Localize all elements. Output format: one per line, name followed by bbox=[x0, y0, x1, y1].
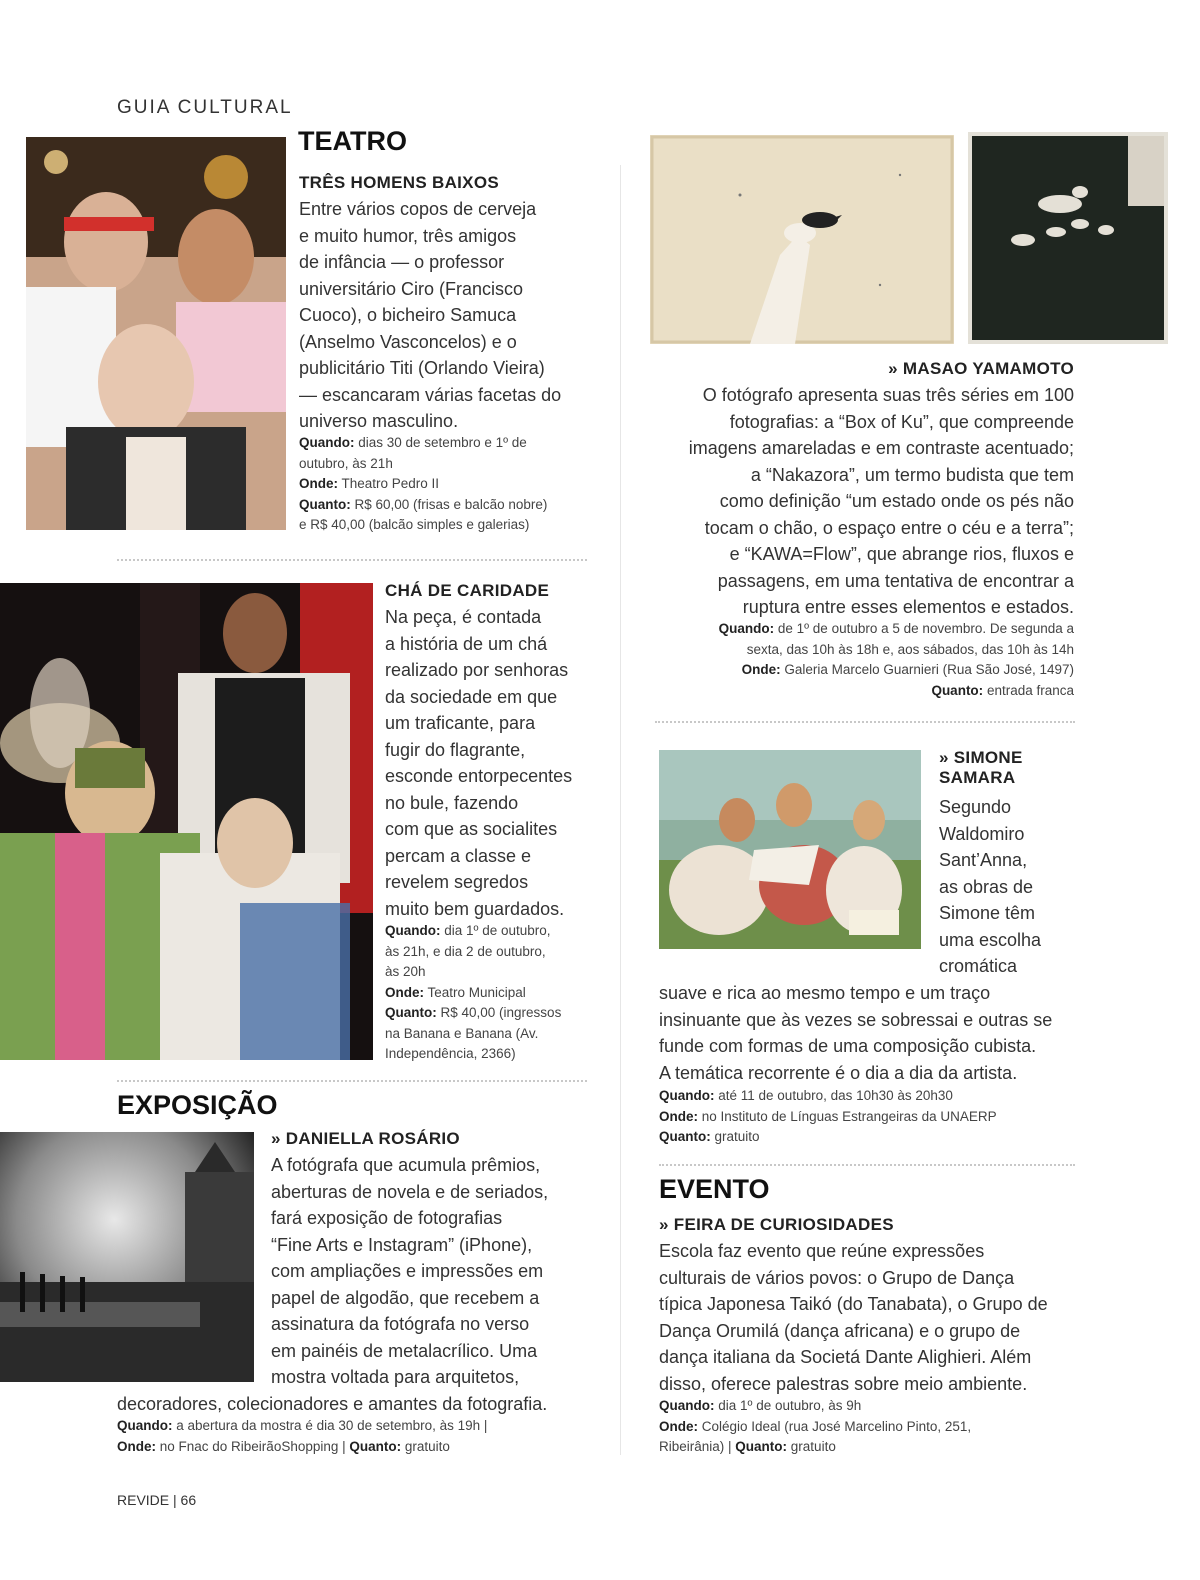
text-line: Entre vários copos de cerveja bbox=[299, 199, 537, 219]
section-title-exposicao: EXPOSIÇÃO bbox=[117, 1090, 278, 1120]
text-line: Na peça, é contada bbox=[385, 607, 542, 627]
column-divider bbox=[620, 165, 621, 1455]
where-label: Onde: bbox=[741, 662, 781, 677]
play-title-tres-homens-baixos: TRÊS HOMENS BAIXOS bbox=[299, 173, 499, 192]
when-label: Quando: bbox=[385, 923, 441, 938]
exhibit-info-masao-yamamoto bbox=[640, 619, 1074, 701]
when-value: dias 30 de setembro e 1º de bbox=[354, 435, 527, 450]
photo-tres-homens-baixos bbox=[26, 137, 286, 530]
text-line: culturais de vários povos: o Grupo de Dança bbox=[659, 1267, 1015, 1288]
where-value: Colégio Ideal (rua José Marcelino Pinto, 251, bbox=[698, 1418, 972, 1434]
title-line: SAMARA bbox=[939, 768, 1016, 787]
price-label: Quanto: bbox=[299, 496, 351, 512]
price-label: Quanto: bbox=[735, 1439, 788, 1454]
price-value: gratuito bbox=[787, 1439, 836, 1454]
event-description-feira-de-curiosidades bbox=[659, 1238, 1048, 1397]
text-line: uma escolha bbox=[939, 929, 1042, 950]
exhibit-description-daniella-rosario bbox=[271, 1152, 548, 1391]
exhibit-title-simone-samara bbox=[939, 748, 1023, 788]
photo-masao-yamamoto-dogs bbox=[968, 132, 1168, 344]
section-title-teatro: TEATRO bbox=[298, 126, 407, 156]
text-line: passagens, em uma tentativa de encontrar a bbox=[717, 570, 1074, 591]
text-line: Dança Orumilá (dança africana) e o grupo de bbox=[659, 1320, 1021, 1341]
text-line: a história de um chá bbox=[385, 633, 548, 654]
play-info-tres-homens-baixos bbox=[299, 433, 599, 536]
where-label: Onde: bbox=[299, 476, 338, 491]
exhibit-description-masao-yamamoto bbox=[640, 382, 1074, 621]
text-line: como definição “um estado onde os pés não bbox=[719, 491, 1074, 511]
dotted-divider bbox=[655, 721, 1075, 723]
exhibit-description-simone-samara bbox=[939, 794, 1041, 980]
price-value: na Banana e Banana (Av. bbox=[385, 1025, 539, 1041]
price-value: e R$ 40,00 (balcão simples e galerias) bbox=[299, 517, 530, 532]
exhibit-title-masao-yamamoto: » MASAO YAMAMOTO bbox=[888, 359, 1074, 378]
where-label: Onde: bbox=[385, 984, 424, 1000]
price-value: gratuito bbox=[401, 1438, 450, 1454]
price-label: Quanto: bbox=[385, 1005, 437, 1020]
text-line: de infância — o professor bbox=[299, 252, 505, 272]
price-label: Quanto: bbox=[659, 1129, 711, 1144]
text-line: esconde entorpecentes bbox=[385, 766, 573, 786]
where-label: Onde: bbox=[659, 1418, 698, 1434]
price-label: Quanto: bbox=[349, 1438, 402, 1454]
text-line: fotografias: a “Box of Ku”, que compreende bbox=[729, 411, 1074, 432]
text-line: percam a classe e bbox=[385, 845, 532, 866]
text-line: revelem segredos bbox=[385, 872, 529, 892]
where-value: Theatro Pedro II bbox=[338, 476, 440, 491]
text-line: fugir do flagrante, bbox=[385, 739, 526, 760]
dotted-divider bbox=[117, 1080, 587, 1082]
text-line: A temática recorrente é o dia a dia da artista. bbox=[659, 1062, 1018, 1083]
text-line: mostra voltada para arquitetos, bbox=[271, 1367, 520, 1387]
text-line: da sociedade em que bbox=[385, 686, 558, 707]
text-line: cromática bbox=[939, 956, 1018, 976]
event-info-feira-de-curiosidades bbox=[659, 1396, 1079, 1458]
text-line: no bule, fazendo bbox=[385, 792, 519, 813]
when-value: sexta, das 10h às 18h e, aos sábados, das 10h às 14h bbox=[746, 641, 1074, 657]
price-label: Quanto: bbox=[931, 682, 984, 698]
text-line: e “KAWA=Flow”, que abrange rios, fluxos e bbox=[729, 544, 1074, 564]
exhibit-title-daniella-rosario: » DANIELLA ROSÁRIO bbox=[271, 1129, 460, 1148]
where-label: Onde: bbox=[117, 1438, 156, 1454]
price-value: R$ 60,00 (frisas e balcão nobre) bbox=[350, 496, 548, 512]
text-line: papel de algodão, que recebem a bbox=[271, 1287, 540, 1308]
when-label: Quando: bbox=[718, 621, 775, 636]
text-line: e muito humor, três amigos bbox=[299, 225, 517, 246]
text-line: imagens amareladas e em contraste acentuado; bbox=[688, 438, 1074, 458]
text-line: publicitário Titi (Orlando Vieira) bbox=[299, 358, 545, 378]
text-line: O fotógrafo apresenta suas três séries em 100 bbox=[702, 385, 1074, 405]
text-line: fará exposição de fotografias bbox=[271, 1208, 503, 1228]
text-line: Simone têm bbox=[939, 903, 1036, 923]
text-line: Waldomiro bbox=[939, 823, 1025, 844]
where-value: Teatro Municipal bbox=[424, 984, 526, 1000]
play-info-cha-de-caridade bbox=[385, 921, 600, 1065]
when-value: a abertura da mostra é dia 30 de setembro, às 19h | bbox=[172, 1418, 488, 1433]
when-label: Quando: bbox=[659, 1088, 715, 1103]
play-description-tres-homens-baixos bbox=[299, 196, 561, 435]
exhibit-info-simone-samara bbox=[659, 1086, 1079, 1148]
text-line: Sant’Anna, bbox=[939, 850, 1028, 870]
photo-cha-de-caridade bbox=[0, 583, 373, 1060]
when-label: Quando: bbox=[117, 1418, 173, 1433]
text-line: Segundo bbox=[939, 797, 1012, 817]
when-label: Quando: bbox=[659, 1398, 715, 1413]
text-line: (Anselmo Vasconcelos) e o bbox=[299, 331, 517, 352]
text-line: A fotógrafa que acumula prêmios, bbox=[271, 1155, 541, 1175]
text-line: suave e rica ao mesmo tempo e um traço bbox=[659, 983, 991, 1003]
title-line: » SIMONE bbox=[939, 748, 1023, 767]
text-line: em painéis de metalacrílico. Uma bbox=[271, 1340, 538, 1361]
when-value: às 21h, e dia 2 de outubro, bbox=[385, 943, 546, 959]
price-value: gratuito bbox=[710, 1129, 760, 1144]
text-line: um traficante, para bbox=[385, 713, 536, 733]
when-value: outubro, às 21h bbox=[299, 455, 393, 471]
text-line: universo masculino. bbox=[299, 411, 459, 431]
section-kicker: GUIA CULTURAL bbox=[117, 97, 293, 118]
exhibit-description-daniella-rosario-last: decoradores, colecionadores e amantes da fotografia. bbox=[117, 1394, 548, 1414]
text-line: “Fine Arts e Instagram” (iPhone), bbox=[271, 1234, 533, 1255]
where-value: Ribeirânia) | bbox=[659, 1439, 736, 1454]
when-value: às 20h bbox=[385, 964, 426, 979]
where-value: Galeria Marcelo Guarnieri (Rua São José, 1497) bbox=[780, 662, 1074, 677]
price-value: entrada franca bbox=[983, 682, 1074, 698]
exhibit-description-simone-samara-wide bbox=[659, 980, 1052, 1086]
play-title-cha-de-caridade: CHÁ DE CARIDADE bbox=[385, 581, 550, 600]
photo-simone-samara-painting bbox=[659, 750, 921, 949]
exhibit-info-daniella-rosario bbox=[117, 1416, 597, 1457]
photo-daniella-rosario bbox=[0, 1132, 254, 1382]
text-line: tocam o chão, o espaço entre o céu e a terra”; bbox=[704, 517, 1074, 538]
text-line: ruptura entre esses elementos e estados. bbox=[742, 597, 1074, 617]
text-line: disso, oferece palestras sobre meio ambiente. bbox=[659, 1373, 1028, 1394]
where-label: Onde: bbox=[659, 1108, 698, 1124]
price-value: Independência, 2366) bbox=[385, 1046, 516, 1061]
price-value: R$ 40,00 (ingressos bbox=[436, 1005, 562, 1020]
event-title-feira-de-curiosidades: » FEIRA DE CURIOSIDADES bbox=[659, 1215, 894, 1234]
when-value: dia 1º de outubro, bbox=[440, 923, 551, 938]
where-value: no Instituto de Línguas Estrangeiras da UNAERP bbox=[698, 1108, 997, 1124]
text-line: Escola faz evento que reúne expressões bbox=[659, 1241, 985, 1261]
text-line: dança italiana da Societá Dante Alighieri. Além bbox=[659, 1347, 1032, 1367]
text-line: as obras de bbox=[939, 876, 1034, 897]
page-footer: REVIDE | 66 bbox=[117, 1492, 197, 1508]
when-value: até 11 de outubro, das 10h30 às 20h30 bbox=[714, 1088, 953, 1103]
when-value: de 1º de outubro a 5 de novembro. De segunda a bbox=[774, 621, 1074, 636]
where-value: no Fnac do RibeirãoShopping | bbox=[156, 1438, 350, 1454]
play-description-cha-de-caridade bbox=[385, 604, 572, 922]
dotted-divider bbox=[117, 559, 587, 561]
text-line: aberturas de novela e de seriados, bbox=[271, 1181, 549, 1202]
text-line: realizado por senhoras bbox=[385, 660, 569, 680]
text-line: — escancaram várias facetas do bbox=[299, 384, 562, 405]
text-line: Cuoco), o bicheiro Samuca bbox=[299, 305, 517, 325]
photo-masao-yamamoto-bird bbox=[650, 135, 954, 344]
dotted-divider bbox=[659, 1164, 1075, 1166]
when-label: Quando: bbox=[299, 435, 355, 450]
section-title-evento: EVENTO bbox=[659, 1174, 770, 1204]
text-line: a “Nakazora”, um termo budista que tem bbox=[750, 464, 1074, 485]
text-line: insinuante que às vezes se sobressai e outras se bbox=[659, 1009, 1053, 1030]
text-line: com que as socialites bbox=[385, 819, 558, 839]
text-line: assinatura da fotógrafa no verso bbox=[271, 1314, 530, 1334]
text-line: típica Japonesa Taikó (do Tanabata), o Grupo de bbox=[659, 1294, 1048, 1314]
text-line: funde com formas de uma composição cubista. bbox=[659, 1036, 1037, 1056]
text-line: com ampliações e impressões em bbox=[271, 1261, 544, 1281]
text-line: muito bem guardados. bbox=[385, 898, 565, 919]
when-value: dia 1º de outubro, às 9h bbox=[714, 1398, 862, 1413]
text-line: universitário Ciro (Francisco bbox=[299, 278, 524, 299]
